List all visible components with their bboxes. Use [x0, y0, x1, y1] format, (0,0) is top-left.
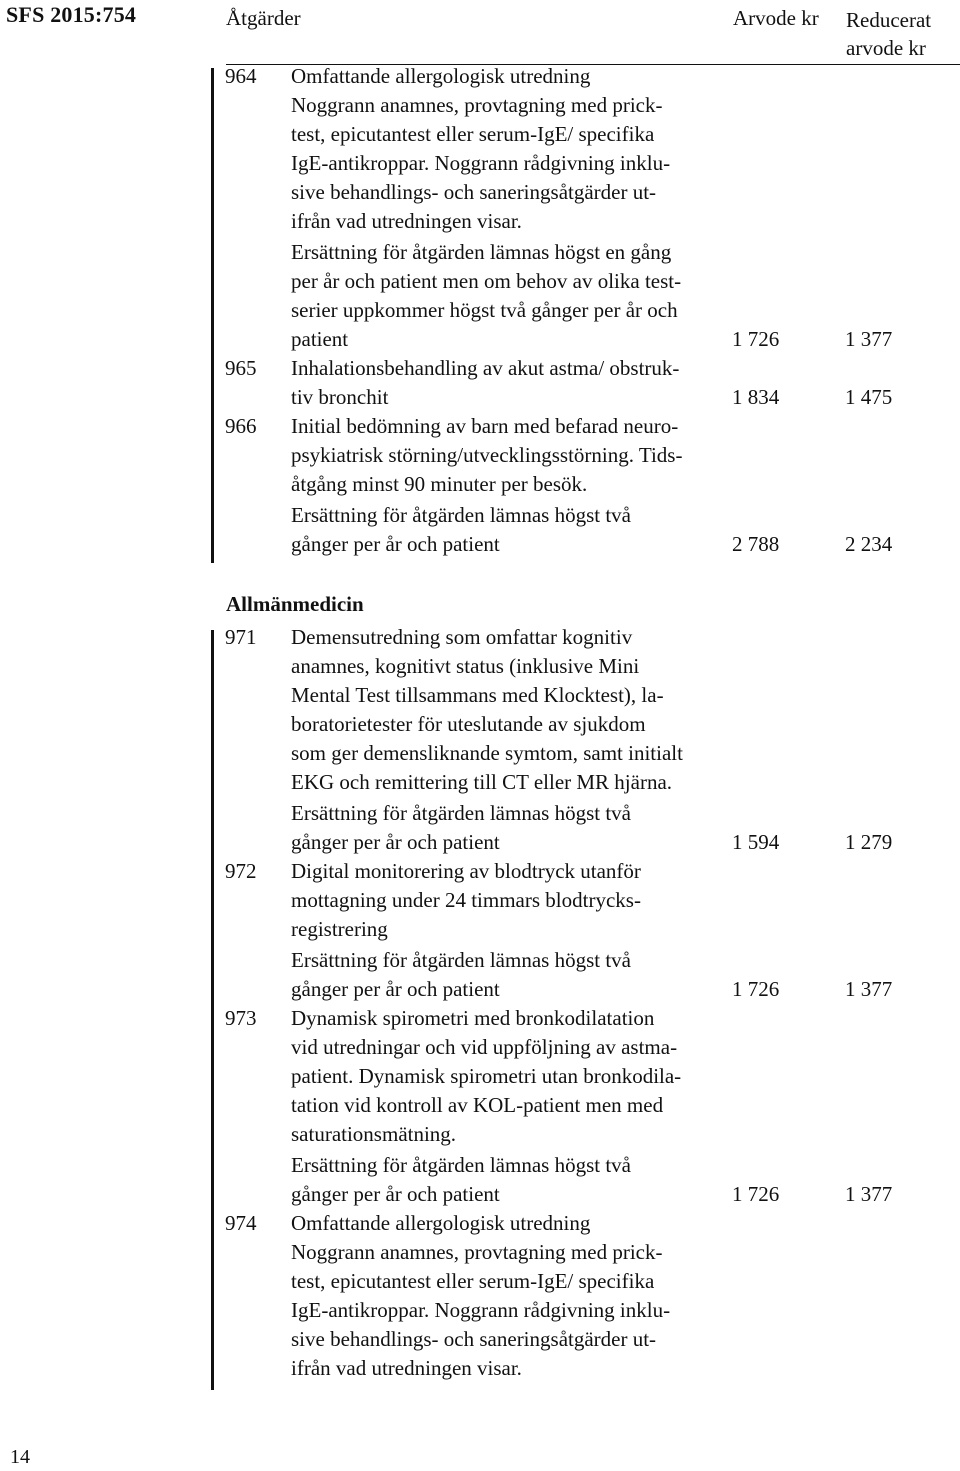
measure-code: 972: [225, 859, 257, 883]
description-line: sive behandlings- och saneringsåtgärder ut-: [291, 180, 657, 204]
table-row: [0, 354, 960, 412]
description-line: Noggrann anamnes, provtagning med prick-: [291, 93, 663, 117]
entries-group-1: [0, 62, 960, 559]
payment-rule-line: Ersättning för åtgärden lämnas högst två: [291, 503, 631, 527]
table-row: [0, 1004, 960, 1209]
measure-description: [291, 62, 893, 354]
description-line: ifrån vad utredningen visar.: [291, 1356, 522, 1380]
description-line: Omfattande allergologisk utredning: [291, 1211, 591, 1235]
description-line: IgE-antikroppar. Noggrann rådgivning inklu-: [291, 151, 671, 175]
fee-value: 1 726: [732, 1182, 780, 1206]
measure-code: 964: [225, 64, 257, 88]
reduced-fee-value: 2 234: [845, 532, 893, 556]
description-line: åtgång minst 90 minuter per besök.: [291, 472, 588, 496]
table-row: [0, 412, 960, 559]
measure-code: 974: [225, 1211, 257, 1235]
description-line: Omfattande allergologisk utredning: [291, 64, 591, 88]
reduced-fee-value: 1 377: [845, 977, 893, 1001]
amount-line-text: patient: [291, 327, 349, 351]
description-line: test, epicutantest eller serum-IgE/ specifika: [291, 1269, 655, 1293]
reduced-fee-value: 1 279: [845, 830, 893, 854]
amount-line: [291, 383, 893, 412]
amount-line: [291, 325, 893, 354]
reduced-fee-value: 1 377: [845, 327, 893, 351]
description-line: psykiatrisk störning/utvecklingsstörning. Tids-: [291, 443, 683, 467]
column-header-reduced-line: arvode kr: [846, 36, 926, 60]
fee-value: 1 726: [732, 327, 780, 351]
table-header: [226, 0, 960, 66]
description-line: Demensutredning som omfattar kognitiv: [291, 625, 633, 649]
description-line: Inhalationsbehandling av akut astma/ obstruk-: [291, 356, 680, 380]
amount-line: [291, 828, 893, 857]
table-row: [0, 857, 960, 1004]
page-number: 14: [10, 1446, 30, 1468]
column-header-reduced-fee: [846, 6, 931, 62]
description-line: Digital monitorering av blodtryck utanför: [291, 859, 641, 883]
measure-description: [291, 412, 893, 559]
description-line: saturationsmätning.: [291, 1122, 457, 1146]
amount-line: [291, 530, 893, 559]
description-line: tation vid kontroll av KOL-patient men med: [291, 1093, 664, 1117]
description-line: registrering: [291, 917, 388, 941]
description-line: som ger demensliknande symtom, samt initialt: [291, 741, 683, 765]
measure-code: 973: [225, 1006, 257, 1030]
table-row: [0, 62, 960, 354]
fee-value: 2 788: [732, 532, 780, 556]
fee-value: 1 594: [732, 830, 780, 854]
description-line: Dynamisk spirometri med bronkodilatation: [291, 1006, 655, 1030]
section-title: Allmänmedicin: [226, 592, 364, 616]
amount-line-text: gånger per år och patient: [291, 532, 500, 556]
description-line: EKG och remittering till CT eller MR hjärna.: [291, 770, 673, 794]
description-line: Initial bedömning av barn med befarad neuro-: [291, 414, 679, 438]
measure-description: [291, 623, 893, 857]
description-line: mottagning under 24 timmars blodtrycks-: [291, 888, 641, 912]
payment-rule-line: Ersättning för åtgärden lämnas högst två: [291, 801, 631, 825]
description-line: IgE-antikroppar. Noggrann rådgivning inklu-: [291, 1298, 671, 1322]
amount-line-text: gånger per år och patient: [291, 1182, 500, 1206]
description-line: Mental Test tillsammans med Klocktest), la-: [291, 683, 664, 707]
column-header-fee: Arvode kr: [733, 6, 819, 30]
payment-rule-line: Ersättning för åtgärden lämnas högst två: [291, 1153, 631, 1177]
fee-value: 1 726: [732, 977, 780, 1001]
fee-value: 1 834: [732, 385, 780, 409]
amount-line-text: tiv bronchit: [291, 385, 389, 409]
table-row: [0, 623, 960, 857]
measure-description: [291, 354, 893, 412]
column-header-measures: Åtgärder: [226, 6, 301, 30]
amount-line-text: gånger per år och patient: [291, 977, 500, 1001]
sfs-reference: SFS 2015:754: [6, 2, 137, 27]
measure-description: [291, 857, 893, 1004]
column-header-reduced-line: Reducerat: [846, 8, 932, 32]
payment-rule-line: Ersättning för åtgärden lämnas högst två: [291, 948, 631, 972]
measure-description: [291, 1209, 751, 1383]
description-line: boratorietester för uteslutande av sjukdom: [291, 712, 646, 736]
amount-line: [291, 975, 893, 1004]
payment-rule-line: serier uppkommer högst två gånger per år och: [291, 298, 678, 322]
description-line: anamnes, kognitivt status (inklusive Mini: [291, 654, 640, 678]
amount-line: [291, 1180, 893, 1209]
description-line: vid utredningar och vid uppföljning av astma-: [291, 1035, 678, 1059]
measure-description: [291, 1004, 893, 1209]
payment-rule-line: Ersättning för åtgärden lämnas högst en gång: [291, 240, 672, 264]
reduced-fee-value: 1 475: [845, 385, 893, 409]
reduced-fee-value: 1 377: [845, 1182, 893, 1206]
description-line: test, epicutantest eller serum-IgE/ specifika: [291, 122, 655, 146]
amount-line-text: gånger per år och patient: [291, 830, 500, 854]
entries-group-2: [0, 623, 960, 1383]
description-line: sive behandlings- och saneringsåtgärder ut-: [291, 1327, 657, 1351]
payment-rule-line: per år och patient men om behov av olika test-: [291, 269, 682, 293]
measure-code: 965: [225, 356, 257, 380]
description-line: patient. Dynamisk spirometri utan bronkodila-: [291, 1064, 682, 1088]
table-row: [0, 1209, 960, 1383]
measure-code: 966: [225, 414, 257, 438]
measure-code: 971: [225, 625, 257, 649]
description-line: Noggrann anamnes, provtagning med prick-: [291, 1240, 663, 1264]
description-line: ifrån vad utredningen visar.: [291, 209, 522, 233]
